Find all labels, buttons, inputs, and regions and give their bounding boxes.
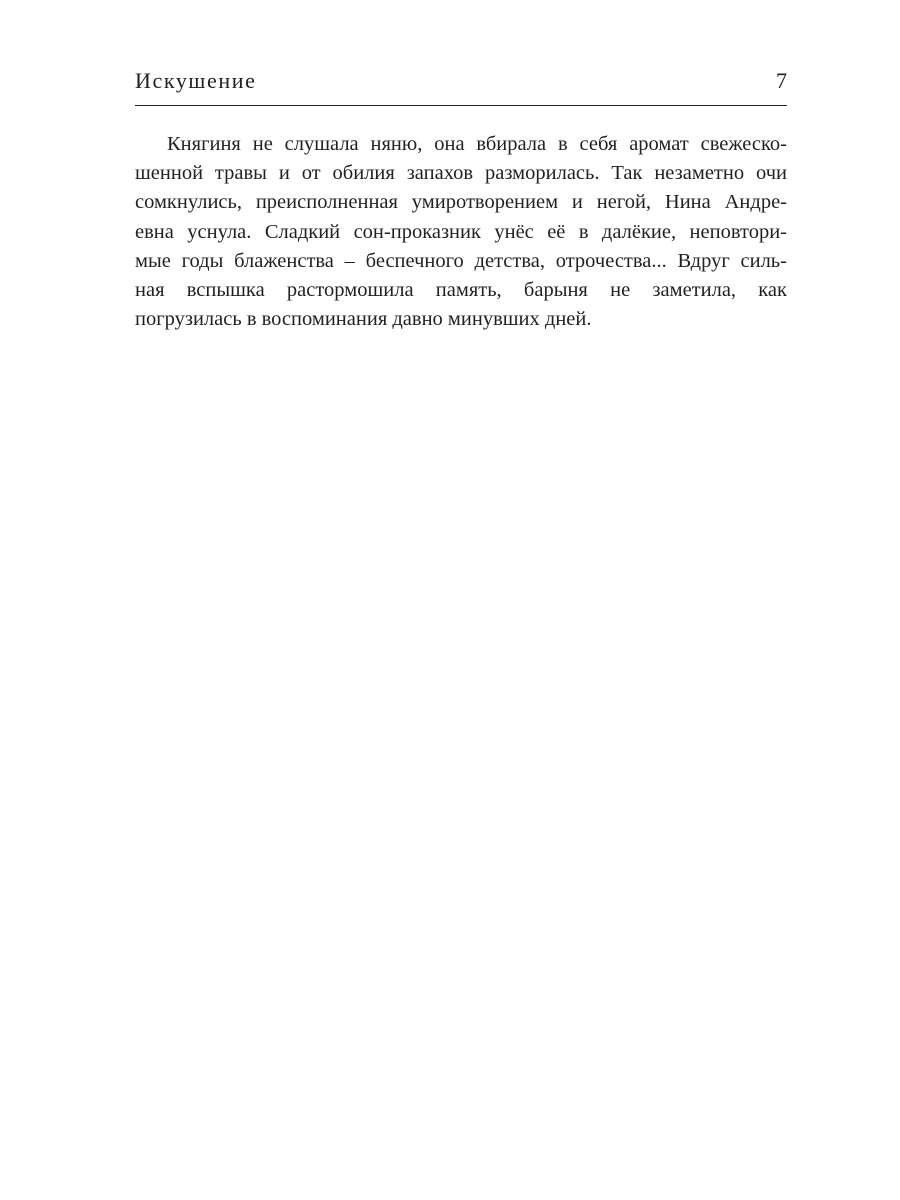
- paragraph-line: евна уснула. Сладкий сон-проказник унёс её в далёкие, неповтори-: [135, 220, 787, 243]
- body-paragraph: [135, 130, 787, 334]
- header-rule: [135, 105, 787, 106]
- paragraph-line: мые годы блаженства – беспечного детства, отрочества... Вдруг силь-: [135, 249, 787, 272]
- paragraph-line: ная вспышка растормошила память, барыня не заметила, как: [135, 278, 787, 301]
- page-number: 7: [776, 68, 787, 93]
- paragraph-line: сомкнулись, преисполненная умиротворением и негой, Нина Андре-: [135, 191, 787, 214]
- paragraph-line: погрузилась в воспоминания давно минувших дней.: [135, 308, 592, 331]
- running-title: Искушение: [135, 68, 257, 93]
- paragraph-line: Княгиня не слушала няню, она вбирала в себя аромат свежеско-: [167, 133, 787, 155]
- paragraph-line: шенной травы и от обилия запахов разморилась. Так незаметно очи: [135, 162, 787, 185]
- running-head: [135, 66, 787, 96]
